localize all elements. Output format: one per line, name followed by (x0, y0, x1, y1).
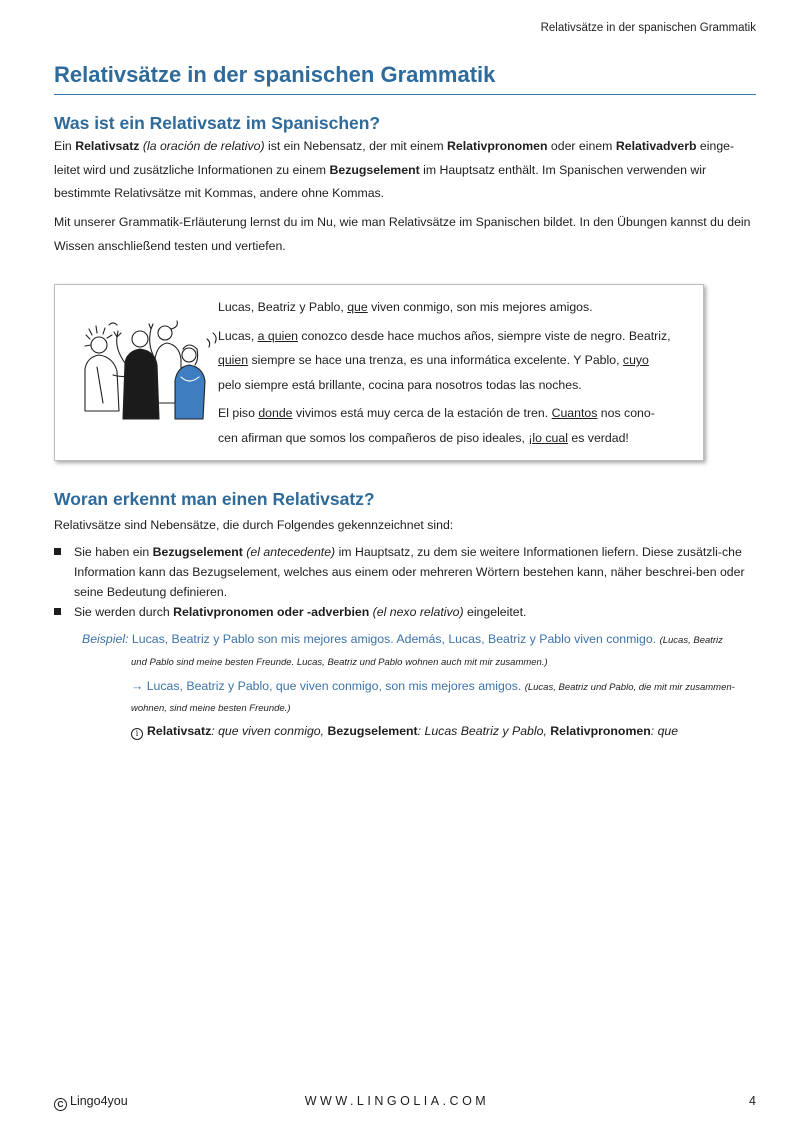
example-sentence-2 (131, 679, 794, 693)
recognize-intro: Relativsätze sind Nebensätze, die durch Folgendes gekennzeichnet sind: (54, 518, 454, 532)
example-line-1 (218, 295, 688, 320)
term-relativadverb: Relativadverb (615, 139, 697, 153)
text: im Hauptsatz enthält. Im Spanischen verwenden wir bestimmte Relativsätze mit Kommas, andere ohne Kommas. (54, 162, 707, 200)
term-relativpronomen: Relativpronomen (447, 139, 548, 153)
term-relativpronomen: Relativpronomen oder -adverbien (173, 605, 370, 619)
arrow-right-icon: → (131, 679, 144, 693)
text: Ein (54, 139, 76, 153)
relative-word: que (347, 300, 368, 314)
relative-word: donde (258, 406, 293, 420)
text: nos cono- (597, 406, 655, 420)
analysis-value: : que (650, 724, 679, 738)
text: conozco desde hace muchos años, siempre viste de negro. Beatriz, (298, 328, 671, 343)
text: viven conmigo, son mis mejores amigos. (367, 300, 593, 314)
example-text-box (54, 284, 704, 461)
example-sentences (218, 295, 688, 450)
list-item-text (74, 542, 754, 602)
text: es verdad! (567, 430, 629, 445)
footer-brand: Lingo4you (70, 1094, 128, 1108)
relative-word: Cuantos (551, 406, 598, 420)
relative-word: cuyo (622, 353, 649, 367)
example-analysis (131, 724, 794, 740)
spanish-term: (el antecedente) (246, 545, 336, 559)
text: vivimos está muy cerca de la estación de tren. (292, 406, 552, 420)
intro-paragraph: Mit unserer Grammatik-Erläuterung lernst du im Nu, wie man Relativsätze im Spanischen bildet. In den Übungen kannst du dein Wissen anschließend testen und vertiefen. (54, 215, 751, 253)
text: Lucas, (218, 328, 258, 343)
example-translation-cont: wohnen, sind meine besten Freunde.) (131, 703, 291, 714)
example-line-4: pelo siempre está brillante, cocina para nosotros todas las noches. (218, 377, 582, 392)
title-divider (54, 94, 756, 95)
example-spanish: Lucas, Beatriz y Pablo son mis mejores amigos. Además, Lucas, Beatriz y Pablo viven conmigo. (131, 632, 657, 646)
term-relativsatz: Relativsatz (75, 139, 140, 153)
example-translation: (Lucas, Beatriz (659, 635, 723, 646)
example-line-6 (218, 426, 688, 451)
text: siempre se hace una trenza, es una informática excelente. Y Pablo, (248, 353, 623, 367)
analysis-key: Bezugselement (327, 724, 418, 738)
text: ist ein Nebensatz, der mit einem (264, 139, 448, 153)
bullet-square-icon (54, 608, 61, 615)
text: Sie haben ein (74, 545, 153, 559)
bullet-square-icon (54, 548, 61, 555)
analysis-value: : Lucas Beatriz y Pablo, (417, 724, 551, 738)
list-item (54, 542, 754, 602)
text: im Hauptsatz, zu dem sie weitere Informationen liefern. Diese zusätzli-che Information kann das Bezugselement, welches aus einem oder mehreren Wörtern bestehen kann, näher beschrei-ben oder seine Bedeutung definieren. (74, 545, 745, 599)
running-header: Relativsätze in der spanischen Grammatik (540, 22, 756, 34)
example-label: Beispiel: (82, 632, 129, 646)
example-sentence-1 (82, 632, 752, 646)
example-translation: (Lucas, Beatriz und Pablo, die mit mir zusammen- (524, 682, 735, 693)
footer-website-link[interactable]: WWW.LINGOLIA.COM (304, 1094, 490, 1108)
example-spanish: Lucas, Beatriz y Pablo, que viven conmigo, son mis mejores amigos. (146, 679, 522, 693)
section-heading-what-is: Was ist ein Relativsatz im Spanischen? (54, 113, 381, 133)
page-number: 4 (749, 1094, 756, 1108)
spanish-term: (el nexo relativo) (372, 605, 464, 619)
text: eingeleitet. (463, 605, 527, 619)
text: oder einem (547, 139, 616, 153)
text: Lucas, Beatriz y Pablo, (218, 300, 348, 314)
term-bezugselement: Bezugselement (329, 162, 420, 177)
friends-illustration (77, 319, 217, 431)
definition-paragraph (54, 135, 754, 206)
analysis-value: : que viven conmigo, (211, 724, 328, 738)
text: einge-leitet wird und zusätzliche Informationen zu einem (54, 139, 735, 177)
copyright-icon: C (54, 1098, 67, 1111)
term-bezugselement: Bezugselement (152, 545, 243, 559)
relative-word: quien (218, 353, 249, 367)
text: cen afirman que somos los compañeros de piso ideales, (218, 430, 529, 445)
analysis-key: Relativsatz (147, 724, 212, 738)
text: El piso (218, 406, 259, 420)
example-line-3 (218, 348, 688, 373)
list-item (54, 602, 754, 622)
text: Sie werden durch (74, 605, 174, 619)
example-line-5 (218, 401, 688, 426)
list-item-text (74, 602, 754, 622)
analysis-key: Relativpronomen (550, 724, 651, 738)
example-line-2 (218, 324, 688, 349)
relative-word: a quien (257, 328, 298, 343)
relative-word: ¡lo cual (528, 430, 568, 445)
section-heading-recognize: Woran erkennt man einen Relativsatz? (54, 489, 375, 509)
spanish-term: (la oración de relativo) (142, 139, 265, 153)
example-translation-cont: und Pablo sind meine besten Freunde. Lucas, Beatriz und Pablo wohnen auch mit mir zusammen.) (131, 657, 548, 668)
page-title: Relativsätze in der spanischen Grammatik (54, 62, 496, 87)
info-icon: i (131, 728, 143, 740)
